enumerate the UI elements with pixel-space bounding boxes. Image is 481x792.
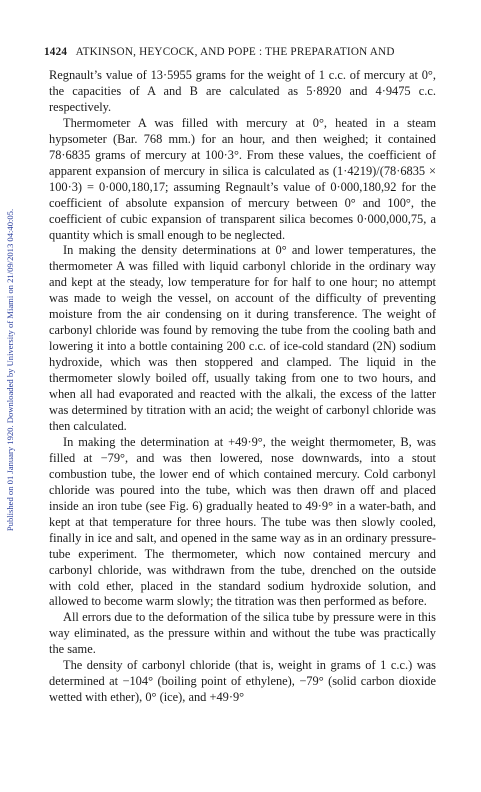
paragraph-thermometer-a: Thermometer A was filled with mercury at 0°, heated in a steam hypsometer (Bar. 768 mm.) for an hour, and then weighed; it contained 78·6835 grams of mercury at 100·3°. From these values, the coefficient of apparent expansion of mercury in silica is calculated as (1·4219)/(78·6835 × 100·3) = 0·000,180,17; assuming Regnault’s value of 0·000,180,92 for the coefficient of absolute expansion of mercury between 0° and 100°, the coefficient of cubic expansion of transparent silica becomes 0·000,000,75, a quantity which is small enough to be neglected. bbox=[49, 115, 436, 242]
paragraph-density-summary: The density of carbonyl chloride (that is, weight in grams of 1 c.c.) was determined at −104° (boiling point of ethylene), −79° (solid carbon dioxide wetted with ether), 0° (ice), and +49·9° bbox=[49, 658, 436, 705]
download-notice bbox=[2, 100, 18, 640]
paragraph-density-49-9: In making the determination at +49·9°, the weight thermometer, B, was filled at −79°, and was then lowered, nose downwards, into a stout combustion tube, the lower end of which contained mercury. Cold carbonyl chloride was poured into the tube, which was then drawn off and placed inside an iron tube (see Fig. 6) gradually heated to 49·9° in a water-bath, and kept at that temperature for three hours. The tube was then slowly cooled, finally in ice and salt, and opened in the same way as in an ordinary pressure-tube experiment. The thermometer, which now contained mercury and carbonyl chloride, was withdrawn from the tube, drenched on the outside with cold ether, placed in the standard sodium hydroxide solution, and allowed to become warm slowly; the titration was then performed as before. bbox=[49, 434, 436, 609]
paragraph-continuation: Regnault’s value of 13·5955 grams for the weight of 1 c.c. of mercury at 0°, the capacities of A and B are calculated as 5·8920 and 4·9475 c.c. respectively. bbox=[49, 68, 436, 114]
paragraph-density-low-temp: In making the density determinations at 0° and lower temperatures, the thermometer A was filled with liquid carbonyl chloride in the ordinary way and kept at the steady, low temperature for for half to one hour; no attempt was made to weigh the vessel, on account of the difficulty of preventing moisture from the air condensing on it during transference. The weight of carbonyl chloride was found by removing the tube from the cooling bath and lowering it into a bottle containing 200 c.c. of ice-cold standard (2N) sodium hydroxide, which was then stoppered and clamped. The liquid in the thermometer slowly boiled off, usually taking from one to two hours, and when all had evaporated and reacted with the alkali, the excess of the latter was determined by titration with an acid; the weight of carbonyl chloride was then calculated. bbox=[49, 243, 436, 433]
page-header bbox=[44, 46, 444, 58]
body-text bbox=[49, 68, 436, 706]
paragraph-errors: All errors due to the deformation of the silica tube by pressure were in this way eliminated, as the pressure within and without the tube was practically the same. bbox=[49, 610, 436, 657]
page-number: 1424 bbox=[44, 46, 68, 58]
running-title: ATKINSON, HEYCOCK, AND POPE : THE PREPARATION AND bbox=[75, 46, 395, 58]
download-notice-text: Published on 01 January 1920. Downloaded by University of Miami on 21/09/2013 04:40:05. bbox=[5, 208, 15, 532]
